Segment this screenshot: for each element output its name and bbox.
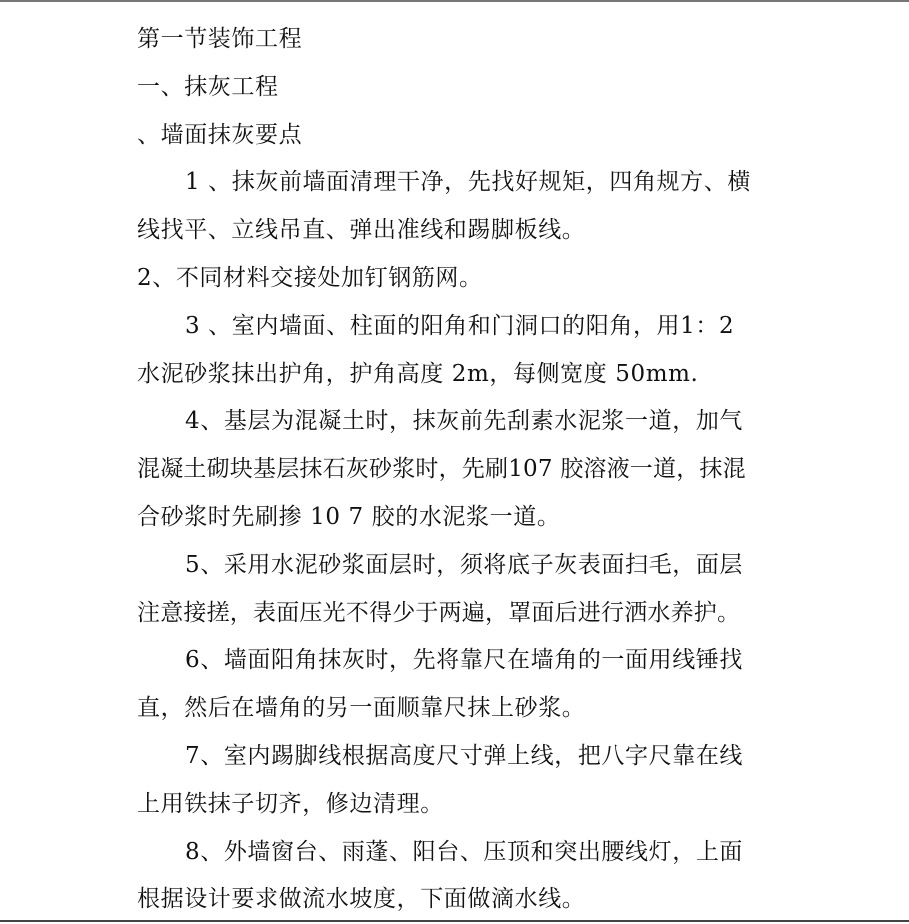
item-3-line-1: 3 、室内墙面、柱面的阳角和门洞口的阳角，用1：2 [185,312,735,339]
item-1-line-1: 1 、抹灰前墙面清理干净，先找好规矩，四角规方、横 [185,169,751,196]
item-7-line-1: 7、室内踢脚线根据高度尺寸弹上线，把八字尺靠在线 [185,742,744,769]
item-7-line-2: 上用铁抹子切齐，修边清理。 [137,790,444,817]
item-5-line-1: 5、采用水泥砂浆面层时，须将底子灰表面扫毛，面层 [185,551,744,578]
item-6-line-1: 6、墙面阳角抹灰时，先将靠尺在墙角的一面用线锤找 [185,647,744,674]
item-2-line-1: 2、不同材料交接处加钉钢筋网。 [137,264,483,291]
item-8-line-1: 8、外墙窗台、雨蓬、阳台、压顶和突出腰线灯，上面 [185,838,744,865]
item-1-line-2: 线找平、立线吊直、弹出准线和踢脚板线。 [137,217,586,244]
item-6-line-2: 直，然后在墙角的另一面顺靠尺抹上砂浆。 [137,695,586,722]
document-body [137,16,787,924]
item-4-line-1: 4、基层为混凝土时，抹灰前先刮素水泥浆一道，加气 [185,408,744,435]
item-4-line-3: 合砂浆时先刷掺 10 7 胶的水泥浆一道。 [137,503,561,530]
item-8-line-2: 根据设计要求做流水坡度，下面做滴水线。 [137,886,586,913]
heading-plastering: 一、抹灰工程 [137,73,279,100]
heading-wall-plastering-points: 、墙面抹灰要点 [137,121,303,148]
section-title: 第一节装饰工程 [137,26,303,52]
item-4-line-2: 混凝土砌块基层抹石灰砂浆时，先刷107 胶溶液一道，抹混 [137,456,746,483]
item-3-line-2: 水泥砂浆抹出护角，护角高度 2m，每侧宽度 50mm. [137,360,699,387]
item-5-line-2: 注意接搓，表面压光不得少于两遍，罩面后进行洒水养护。 [137,599,741,626]
